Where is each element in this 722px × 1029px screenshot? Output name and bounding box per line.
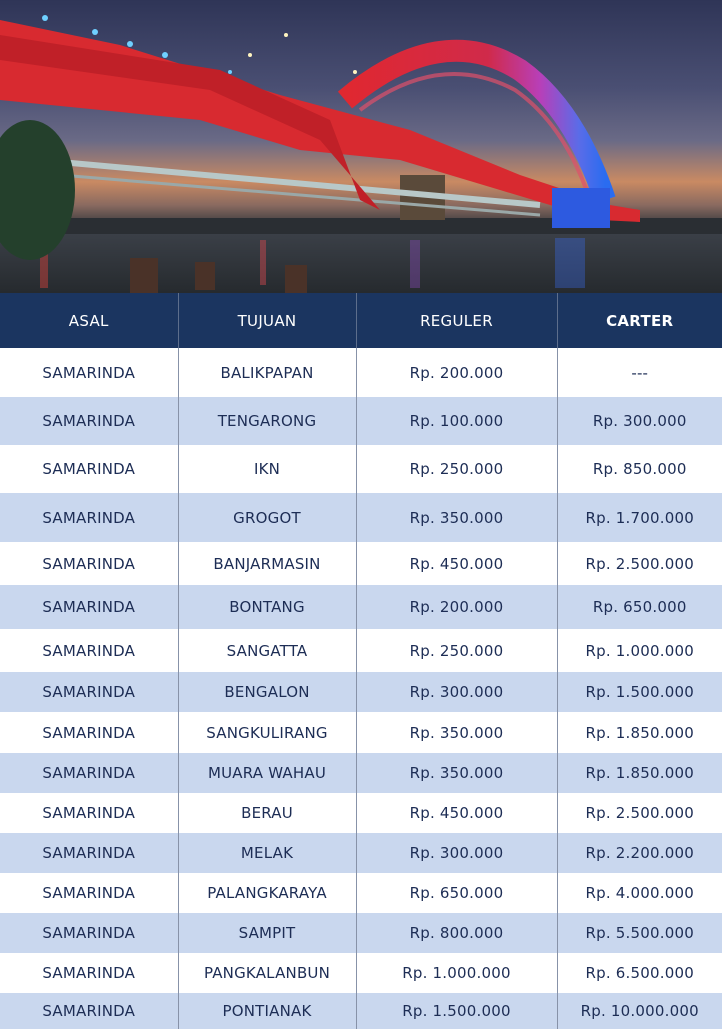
cell-reguler: Rp. 300.000	[356, 833, 557, 873]
cell-reguler: Rp. 1.500.000	[356, 993, 557, 1029]
cell-reguler: Rp. 650.000	[356, 873, 557, 913]
cell-asal: SAMARINDA	[0, 753, 178, 793]
cell-reguler: Rp. 250.000	[356, 445, 557, 493]
cell-carter: Rp. 650.000	[557, 585, 722, 629]
cell-asal: SAMARINDA	[0, 493, 178, 542]
cell-tujuan: SANGKULIRANG	[178, 712, 356, 753]
cell-carter: Rp. 300.000	[557, 397, 722, 445]
cell-tujuan: BERAU	[178, 793, 356, 833]
cell-carter: Rp. 1.500.000	[557, 672, 722, 712]
cell-tujuan: GROGOT	[178, 493, 356, 542]
cell-tujuan: TENGARONG	[178, 397, 356, 445]
header-tujuan: TUJUAN	[178, 293, 356, 348]
cell-reguler: Rp. 250.000	[356, 629, 557, 672]
cell-reguler: Rp. 200.000	[356, 348, 557, 397]
header-carter: CARTER	[557, 293, 722, 348]
cell-asal: SAMARINDA	[0, 833, 178, 873]
cell-asal: SAMARINDA	[0, 629, 178, 672]
table-row	[0, 793, 722, 833]
cell-reguler: Rp. 350.000	[356, 712, 557, 753]
header-reguler: REGULER	[356, 293, 557, 348]
price-table	[0, 293, 722, 1029]
cell-carter: Rp. 6.500.000	[557, 953, 722, 993]
hero-bridge-photo	[0, 0, 722, 293]
cell-carter: Rp. 2.500.000	[557, 793, 722, 833]
table-row	[0, 585, 722, 629]
cell-reguler: Rp. 300.000	[356, 672, 557, 712]
table-row	[0, 542, 722, 585]
cell-tujuan: MELAK	[178, 833, 356, 873]
cell-reguler: Rp. 100.000	[356, 397, 557, 445]
header-row	[0, 293, 722, 348]
cell-carter: Rp. 1.850.000	[557, 712, 722, 753]
cell-asal: SAMARINDA	[0, 397, 178, 445]
cell-asal: SAMARINDA	[0, 793, 178, 833]
cell-tujuan: SANGATTA	[178, 629, 356, 672]
cell-asal: SAMARINDA	[0, 712, 178, 753]
cell-asal: SAMARINDA	[0, 873, 178, 913]
cell-reguler: Rp. 200.000	[356, 585, 557, 629]
header-asal: ASAL	[0, 293, 178, 348]
cell-carter: Rp. 1.000.000	[557, 629, 722, 672]
cell-carter: Rp. 4.000.000	[557, 873, 722, 913]
bridge-illustration	[0, 0, 722, 293]
cell-tujuan: IKN	[178, 445, 356, 493]
cell-asal: SAMARINDA	[0, 672, 178, 712]
cell-asal: SAMARINDA	[0, 445, 178, 493]
cell-carter: Rp. 5.500.000	[557, 913, 722, 953]
cell-reguler: Rp. 450.000	[356, 793, 557, 833]
cell-carter: Rp. 2.200.000	[557, 833, 722, 873]
table-header	[0, 293, 722, 348]
table-row	[0, 445, 722, 493]
table-row	[0, 953, 722, 993]
table-row	[0, 753, 722, 793]
cell-carter: Rp. 850.000	[557, 445, 722, 493]
cell-carter: ---	[557, 348, 722, 397]
cell-carter: Rp. 2.500.000	[557, 542, 722, 585]
table-row	[0, 833, 722, 873]
cell-reguler: Rp. 350.000	[356, 493, 557, 542]
cell-tujuan: BONTANG	[178, 585, 356, 629]
cell-reguler: Rp. 1.000.000	[356, 953, 557, 993]
table-row	[0, 397, 722, 445]
cell-asal: SAMARINDA	[0, 953, 178, 993]
table-row	[0, 913, 722, 953]
table-row	[0, 493, 722, 542]
cell-tujuan: PONTIANAK	[178, 993, 356, 1029]
cell-asal: SAMARINDA	[0, 542, 178, 585]
cell-asal: SAMARINDA	[0, 913, 178, 953]
table-row	[0, 712, 722, 753]
cell-tujuan: MUARA WAHAU	[178, 753, 356, 793]
cell-asal: SAMARINDA	[0, 993, 178, 1029]
table-row	[0, 873, 722, 913]
cell-tujuan: BALIKPAPAN	[178, 348, 356, 397]
table-row	[0, 348, 722, 397]
table-body	[0, 348, 722, 1029]
cell-asal: SAMARINDA	[0, 585, 178, 629]
cell-carter: Rp. 1.850.000	[557, 753, 722, 793]
cell-carter: Rp. 10.000.000	[557, 993, 722, 1029]
cell-tujuan: SAMPIT	[178, 913, 356, 953]
cell-carter: Rp. 1.700.000	[557, 493, 722, 542]
cell-reguler: Rp. 450.000	[356, 542, 557, 585]
table-row	[0, 629, 722, 672]
table-row	[0, 672, 722, 712]
cell-reguler: Rp. 800.000	[356, 913, 557, 953]
cell-tujuan: BANJARMASIN	[178, 542, 356, 585]
cell-tujuan: PANGKALANBUN	[178, 953, 356, 993]
cell-tujuan: PALANGKARAYA	[178, 873, 356, 913]
cell-tujuan: BENGALON	[178, 672, 356, 712]
cell-asal: SAMARINDA	[0, 348, 178, 397]
cell-reguler: Rp. 350.000	[356, 753, 557, 793]
